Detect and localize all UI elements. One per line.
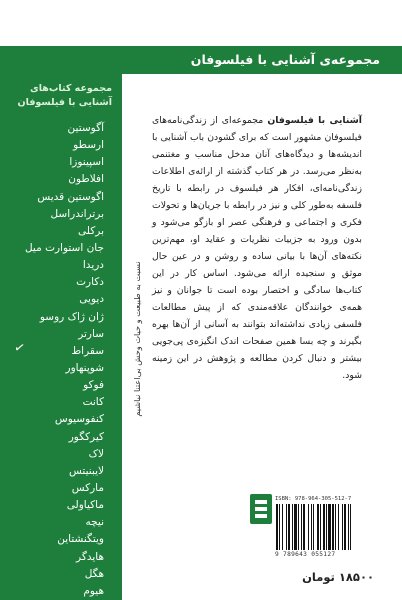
philosopher-item: کانت bbox=[82, 396, 104, 409]
philosophers-sidebar bbox=[0, 74, 122, 600]
description-paragraph bbox=[152, 112, 362, 384]
sidebar-series-title-line1: مجموعه کتاب‌های bbox=[30, 83, 112, 94]
philosopher-item: ویتگنشتاین bbox=[57, 533, 104, 546]
philosopher-item: مارکس bbox=[71, 481, 104, 494]
philosopher-item: برکلی bbox=[78, 224, 104, 237]
top-band bbox=[0, 0, 402, 46]
philosopher-item: هگل bbox=[84, 567, 104, 580]
vertical-quote bbox=[130, 219, 148, 459]
philosopher-item: اگوستین قدیس bbox=[37, 190, 104, 203]
series-title-text: مجموعه‌ی آشنایی با فیلسوفان bbox=[190, 52, 380, 67]
philosopher-item: جان استوارت میل bbox=[24, 241, 104, 254]
barcode-area bbox=[250, 494, 376, 576]
philosopher-item: آگوستین bbox=[67, 122, 104, 134]
philosopher-item bbox=[6, 339, 104, 360]
price-label: ۱۸۵۰۰ تومان bbox=[302, 570, 374, 584]
philosophers-list bbox=[6, 120, 104, 600]
philosopher-item: هایدگر bbox=[76, 550, 104, 563]
philosopher-item: فوکو bbox=[83, 379, 104, 392]
vertical-quote-text: نسبت به طبیعت و حیات وحش بی‌اعتنا نباشیم bbox=[132, 261, 142, 417]
philosopher-item: کنفوسیوس bbox=[54, 413, 104, 426]
philosopher-item: افلاطون bbox=[68, 173, 104, 186]
philosopher-item: سارتر bbox=[78, 327, 104, 340]
philosopher-item: ماکیاولی bbox=[66, 499, 104, 512]
philosopher-item: لایبنیتس bbox=[69, 464, 104, 477]
description-body: مجموعه‌ای از زندگی‌نامه‌های فیلسوفان مشهور است که برای گشودن باب آشنایی با اندیشه‌ها و دیدگاه‌های آنان مدخل مناسب و مغتنمی به‌نظر می‌رسد. در هر کتاب گذشته از ارائه‌ی اطلاعات زندگی‌نامه‌ای، افکار هر فیلسوف در رابطه با تاریخ فلسفه به‌طور کلی و نیز در رابطه با جریان‌ها و تحولات فکری و اجتماعی و فرهنگی عصر او بازگو می‌شود و بدون ورود به جزییات نظریات و عقاید او، مهم‌ترین نکته‌های آن‌ها با بیانی ساده و روشن و در عین حال موثق و سنجیده ارائه می‌شود. اساس کار در این کتاب‌ها سادگی و اختصار بوده است تا جوانان و نیز همه‌ی خوانندگان علاقه‌مندی که از پیش مطالعات فلسفی زیادی نداشته‌اند بتوانند به آسانی از آن‌ها بهره بگیرند و چه بسا همین صفحات اندک انگیزه‌ی پی‌جویی بیشتر و دنبال کردن مطالعه و پژوهش در این زمینه شود. bbox=[152, 115, 362, 381]
philosopher-item: اسپینوزا bbox=[69, 156, 104, 169]
philosopher-label: سقراط bbox=[71, 344, 104, 357]
philosopher-item: ژان ژاک روسو bbox=[39, 310, 104, 323]
philosopher-item: کیرکگور bbox=[68, 430, 104, 443]
publisher-logo-icon bbox=[250, 494, 272, 524]
barcode-number: 9 789643 055127 bbox=[275, 551, 336, 558]
philosopher-item: لاک bbox=[88, 447, 104, 460]
philosopher-item: دریدا bbox=[82, 259, 104, 272]
isbn-text: ISBN: 978-964-305-512-7 bbox=[275, 496, 352, 502]
philosopher-item: شوپنهاور bbox=[65, 361, 104, 374]
series-title-bar bbox=[0, 46, 402, 74]
philosopher-item: نیچه bbox=[85, 516, 104, 529]
philosopher-item: ارسطو bbox=[73, 139, 104, 152]
barcode-icon bbox=[275, 504, 377, 550]
description-lead: آشنایی با فیلسوفان bbox=[267, 115, 362, 126]
philosopher-item: دیویی bbox=[79, 293, 104, 306]
philosopher-item: برتراندراسل bbox=[50, 207, 104, 220]
philosopher-item: هیوم bbox=[83, 584, 104, 597]
philosopher-item: دکارت bbox=[76, 276, 104, 289]
checkmark-icon: ✓ bbox=[12, 339, 27, 357]
sidebar-series-title bbox=[12, 82, 112, 110]
sidebar-series-title-line2: آشنایی با فیلسوفان bbox=[17, 97, 112, 108]
